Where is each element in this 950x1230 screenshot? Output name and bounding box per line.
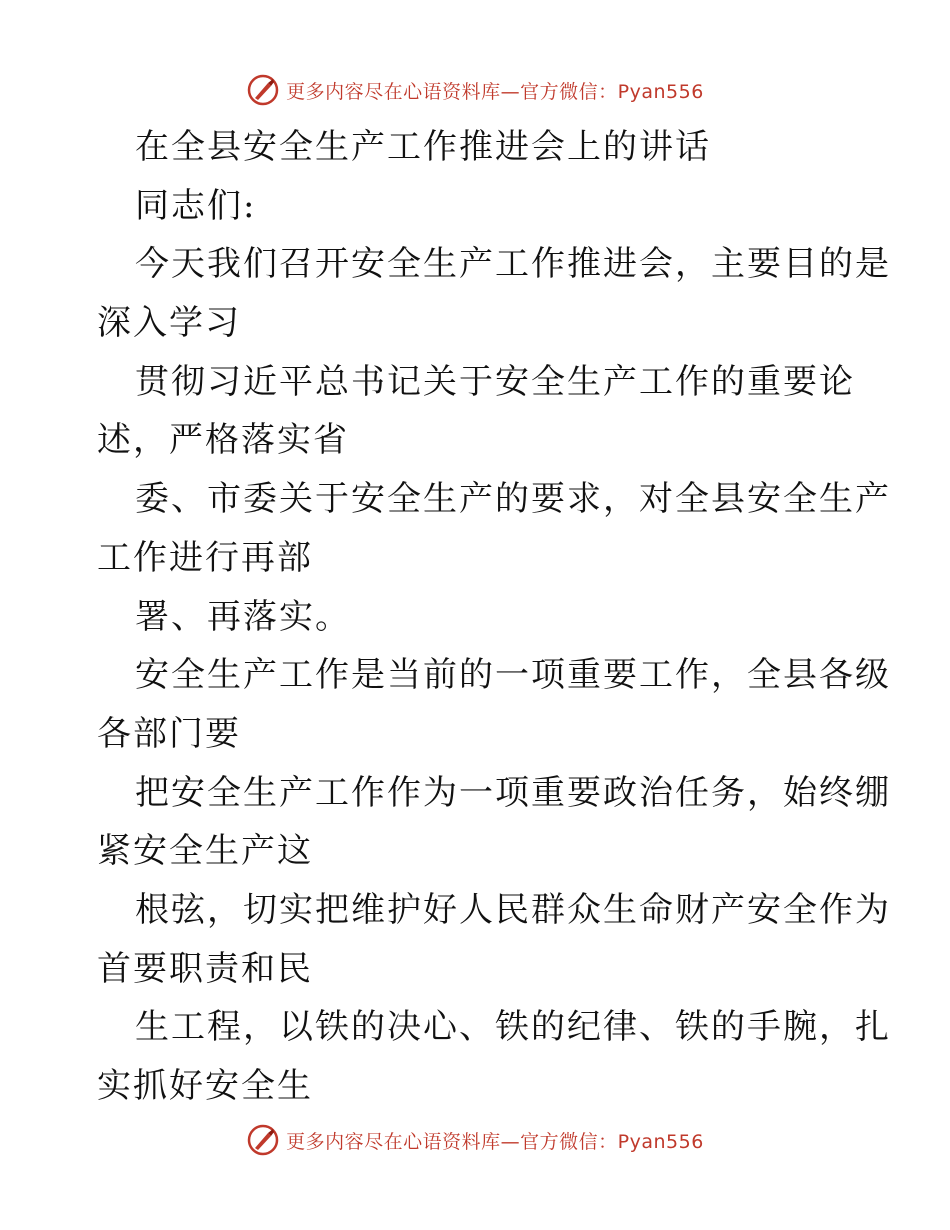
text-line: 各部门要 — [97, 713, 241, 754]
text-line: 生工程，以铁的决心、铁的纪律、铁的手腕，扎 — [135, 1007, 891, 1048]
text-line: 首要职责和民 — [97, 948, 313, 989]
text-line: 根弦，切实把维护好人民群众生命财产安全作为 — [135, 889, 891, 930]
text-line: 紧安全生产这 — [97, 831, 313, 872]
text-line: 把安全生产工作作为一项重要政治任务，始终绷 — [135, 772, 891, 813]
text-line: 工作进行再部 — [97, 537, 313, 578]
text-line: 同志们: — [135, 185, 257, 226]
document-title: 在全县安全生产工作推进会上的讲话 — [135, 127, 711, 167]
document-body — [97, 118, 891, 1116]
text-line: 述，严格落实省 — [97, 420, 349, 461]
text-line: 委、市委关于安全生产的要求，对全县安全生产 — [135, 479, 891, 520]
text-line: 贯彻习近平总书记关于安全生产工作的重要论 — [135, 361, 855, 402]
quill-logo-icon — [246, 1123, 280, 1157]
text-line: 安全生产工作是当前的一项重要工作，全县各级 — [135, 655, 891, 696]
watermark-footer — [0, 1120, 950, 1160]
text-line: 署、再落实。 — [135, 596, 351, 637]
text-line: 深入学习 — [97, 303, 241, 344]
watermark-header — [0, 70, 950, 110]
text-line: 今天我们召开安全生产工作推进会，主要目的是 — [135, 244, 891, 285]
watermark-text: 更多内容尽在心语资料库—官方微信：Pyan556 — [286, 80, 704, 103]
text-line: 实抓好安全生 — [97, 1066, 313, 1106]
quill-logo-icon — [246, 73, 280, 107]
watermark-text: 更多内容尽在心语资料库—官方微信：Pyan556 — [286, 1130, 704, 1153]
